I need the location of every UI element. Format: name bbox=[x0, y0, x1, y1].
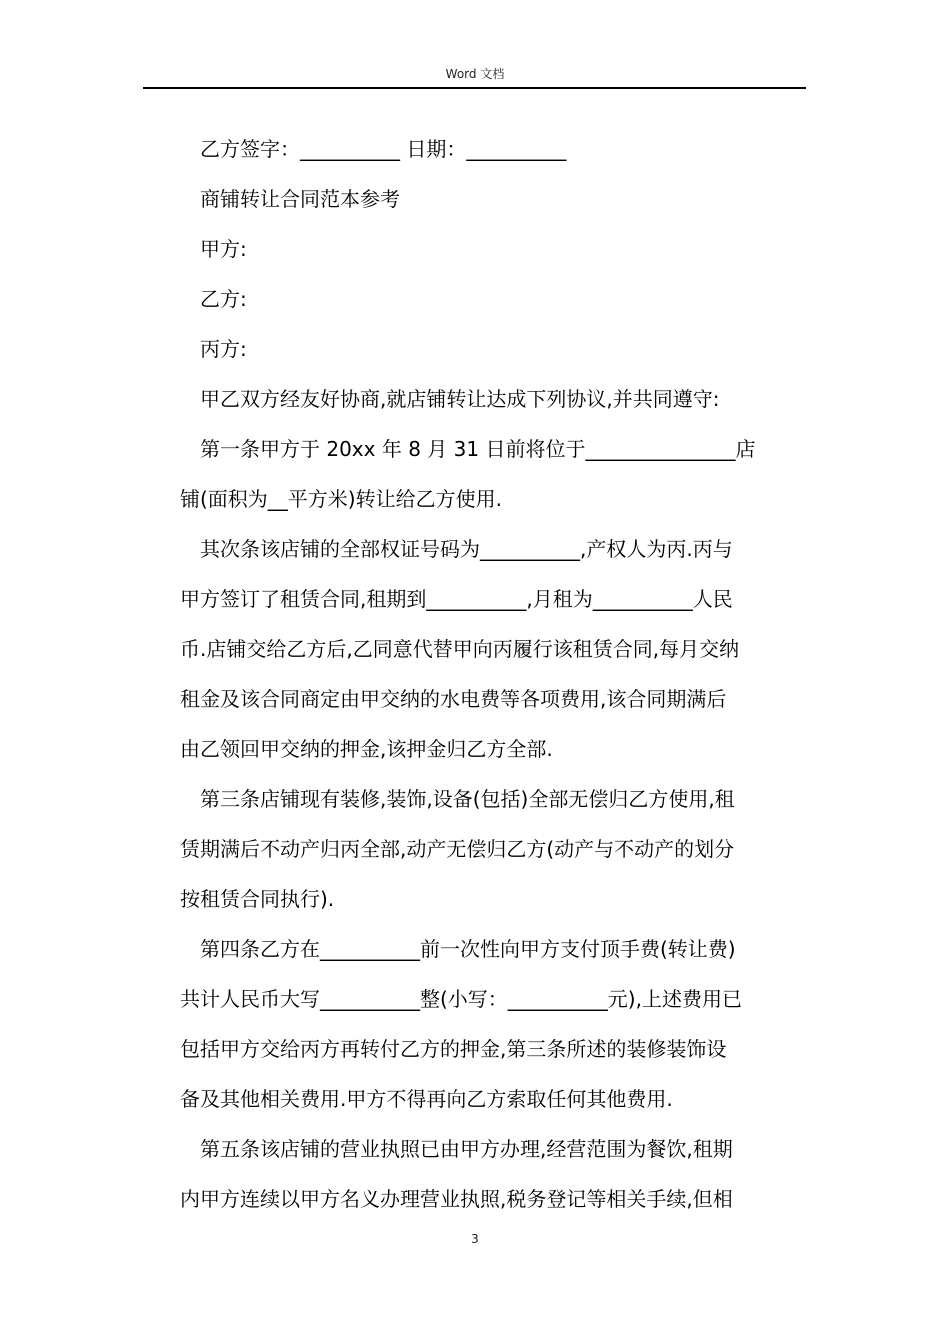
document-title: 商铺转让合同范本参考 bbox=[200, 187, 400, 211]
article-3-line-3: 按租赁合同执行). bbox=[180, 887, 335, 911]
article-1-line-1: 第一条甲方于 20xx 年 8 月 31 日前将位于_______________店 bbox=[200, 437, 756, 461]
page-number: 3 bbox=[471, 1232, 479, 1246]
article-2-line-4: 租金及该合同商定由甲交纳的水电费等各项费用,该合同期满后 bbox=[180, 687, 727, 711]
article-4-line-3: 包括甲方交给丙方再转付乙方的押金,第三条所述的装修装饰设 bbox=[180, 1037, 727, 1061]
article-2-line-1: 其次条该店铺的全部权证号码为__________,产权人为丙.丙与 bbox=[200, 537, 733, 561]
party-c-line: 丙方: bbox=[200, 337, 247, 361]
article-4-line-1: 第四条乙方在__________前一次性向甲方支付顶手费(转让费) bbox=[200, 937, 736, 961]
page-header: Word 文档 bbox=[445, 67, 505, 81]
article-2-line-3: 币.店铺交给乙方后,乙同意代替甲向丙履行该租赁合同,每月交纳 bbox=[180, 637, 740, 661]
article-2-line-5: 由乙领回甲交纳的押金,该押金归乙方全部. bbox=[180, 737, 553, 761]
article-5-line-2: 内甲方连续以甲方名义办理营业执照,税务登记等相关手续,但相 bbox=[180, 1187, 733, 1211]
article-3-line-2: 赁期满后不动产归丙全部,动产无偿归乙方(动产与不动产的划分 bbox=[180, 837, 735, 861]
party-b-line: 乙方: bbox=[200, 287, 247, 311]
article-1-line-2: 铺(面积为__平方米)转让给乙方使用. bbox=[180, 487, 502, 511]
signature-date-line: 乙方签字：__________ 日期：__________ bbox=[200, 137, 567, 161]
article-5-line-1: 第五条该店铺的营业执照已由甲方办理,经营范围为餐饮,租期 bbox=[200, 1137, 733, 1161]
article-2-line-2: 甲方签订了租赁合同,租期到__________,月租为__________人民 bbox=[180, 587, 733, 611]
preamble-line: 甲乙双方经友好协商,就店铺转让达成下列协议,并共同遵守: bbox=[200, 387, 720, 411]
document-body bbox=[180, 124, 792, 1224]
header-divider bbox=[143, 87, 806, 89]
article-4-line-4: 备及其他相关费用.甲方不得再向乙方索取任何其他费用. bbox=[180, 1087, 673, 1111]
party-a-line: 甲方: bbox=[200, 237, 247, 261]
article-3-line-1: 第三条店铺现有装修,装饰,设备(包括)全部无偿归乙方使用,租 bbox=[200, 787, 735, 811]
article-4-line-2: 共计人民币大写__________整(小写：__________元),上述费用已 bbox=[180, 987, 742, 1011]
